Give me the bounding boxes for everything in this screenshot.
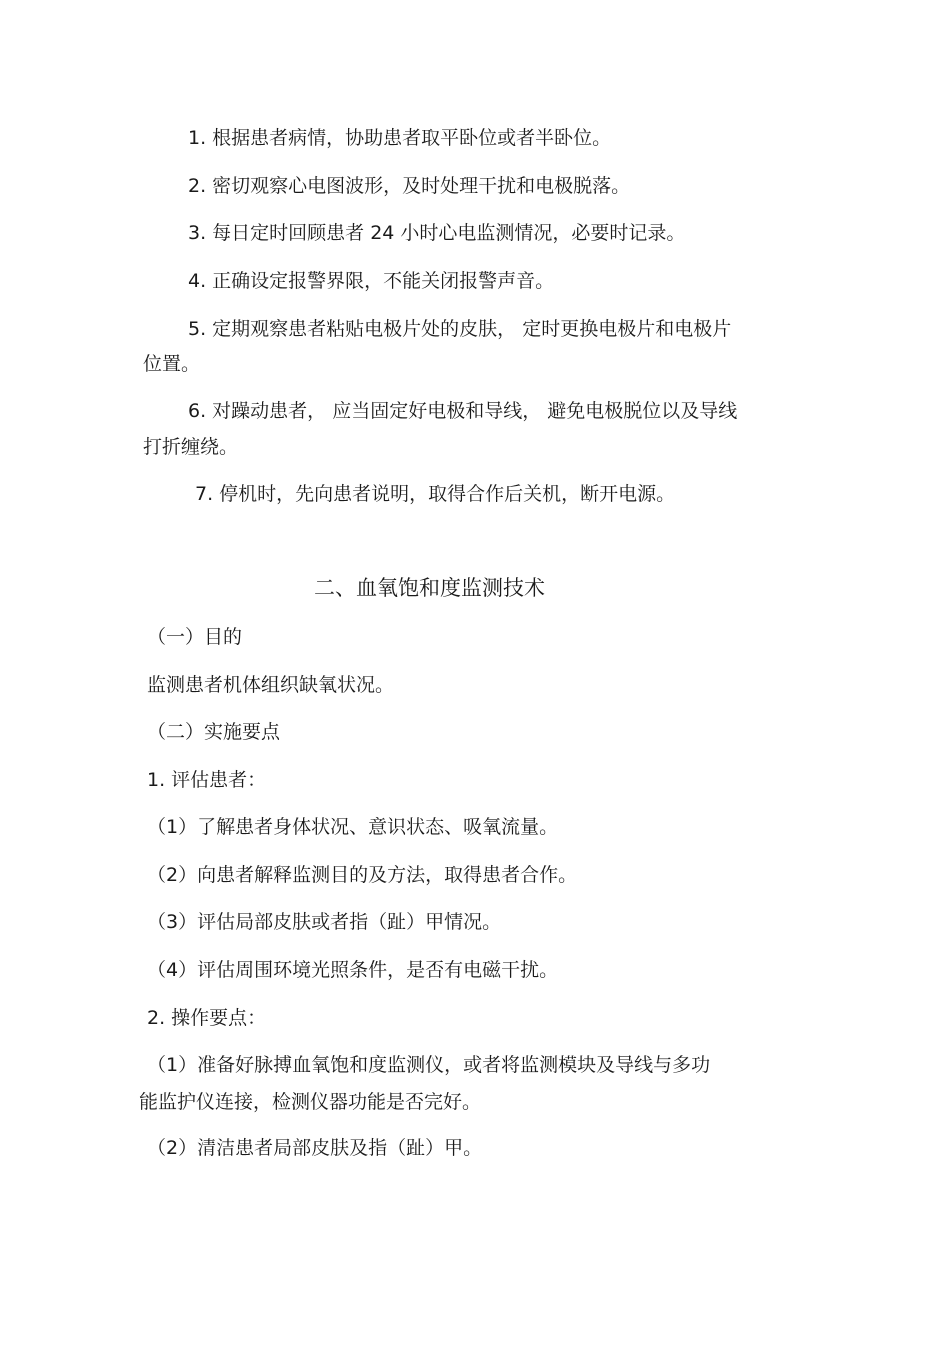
- points-heading: （二）实施要点: [147, 721, 281, 743]
- assess-item-2: （2）向患者解释监测目的及方法，取得患者合作。: [147, 864, 578, 886]
- operate-item-1-cont: 能监护仪连接，检测仪器功能是否完好。: [139, 1091, 482, 1113]
- list-item-5: 5. 定期观察患者粘贴电极片处的皮肤， 定时更换电极片和电极片: [188, 318, 732, 340]
- list-item-5-cont: 位置。: [143, 353, 201, 375]
- purpose-text: 监测患者机体组织缺氧状况。: [147, 674, 395, 696]
- list-item-7: 7. 停机时，先向患者说明，取得合作后关机，断开电源。: [195, 483, 676, 505]
- assess-item-3: （3）评估局部皮肤或者指（趾）甲情况。: [147, 911, 502, 933]
- list-item-6-cont: 打折缠绕。: [143, 436, 239, 458]
- assess-item-1: （1）了解患者身体状况、意识状态、吸氧流量。: [147, 816, 559, 838]
- purpose-heading: （一）目的: [147, 626, 243, 648]
- list-item-3: 3. 每日定时回顾患者 24 小时心电监测情况，必要时记录。: [188, 222, 686, 244]
- list-item-4: 4. 正确设定报警界限，不能关闭报警声音。: [188, 270, 555, 292]
- assess-item-4: （4）评估周围环境光照条件，是否有电磁干扰。: [147, 959, 559, 981]
- operate-item-2: （2）清洁患者局部皮肤及指（趾）甲。: [147, 1137, 483, 1159]
- assess-heading: 1. 评估患者：: [147, 769, 267, 791]
- list-item-1: 1. 根据患者病情，协助患者取平卧位或者半卧位。: [188, 127, 612, 149]
- operate-heading: 2. 操作要点：: [147, 1007, 267, 1029]
- section-title: 二、血氧饱和度监测技术: [314, 576, 545, 600]
- operate-item-1: （1）准备好脉搏血氧饱和度监测仪，或者将监测模块及导线与多功: [147, 1054, 711, 1076]
- list-item-2: 2. 密切观察心电图波形，及时处理干扰和电极脱落。: [188, 175, 631, 197]
- list-item-6: 6. 对躁动患者， 应当固定好电极和导线， 避免电极脱位以及导线: [188, 400, 738, 422]
